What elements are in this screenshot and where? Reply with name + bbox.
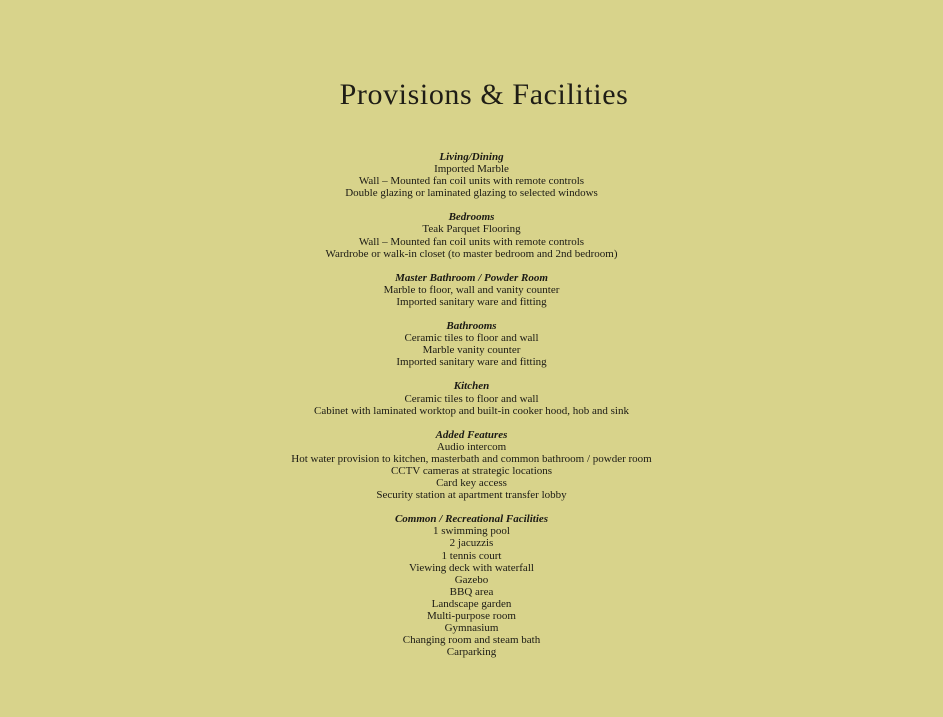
list-item: Audio intercom — [436, 440, 507, 453]
list-item: Changing room and steam bath — [402, 634, 541, 647]
section-added-features — [0, 429, 943, 502]
list-item: Landscape garden — [431, 597, 512, 610]
section-heading: Added Features — [435, 428, 508, 441]
section-heading: Kitchen — [453, 380, 490, 393]
section-heading: Master Bathroom / Powder Room — [395, 271, 548, 284]
list-item: BBQ area — [449, 585, 494, 598]
list-item: Card key access — [436, 477, 507, 490]
section-living-dining — [0, 151, 943, 199]
list-item: Wall – Mounted fan coil units with remote controls — [358, 235, 585, 248]
list-item: Imported Marble — [434, 163, 509, 176]
list-item: Wardrobe or walk-in closet (to master bedroom and 2nd bedroom) — [325, 247, 618, 260]
list-item: Ceramic tiles to floor and wall — [404, 392, 539, 405]
list-item: Multi-purpose room — [427, 610, 516, 622]
section-master-bathroom — [0, 272, 943, 308]
list-item: 1 swimming pool — [432, 525, 510, 538]
list-item: Carparking — [446, 646, 497, 659]
list-item: Gymnasium — [444, 622, 499, 635]
list-item: 2 jacuzzis — [449, 537, 494, 550]
list-item: CCTV cameras at strategic locations — [390, 464, 553, 477]
list-item: Teak Parquet Flooring — [422, 223, 521, 236]
section-bathrooms — [0, 320, 943, 368]
list-item: Ceramic tiles to floor and wall — [404, 332, 539, 345]
section-heading: Bedrooms — [448, 211, 495, 224]
list-item: Wall – Mounted fan coil units with remote controls — [358, 175, 585, 188]
list-item: Imported sanitary ware and fitting — [396, 295, 547, 308]
list-item: Imported sanitary ware and fitting — [396, 356, 547, 369]
list-item: Double glazing or laminated glazing to selected windows — [345, 187, 598, 200]
list-item: Hot water provision to kitchen, masterbath and common bathroom / powder room — [291, 452, 652, 465]
section-common-recreational-facilities — [0, 513, 943, 658]
list-item: Viewing deck with waterfall — [409, 561, 534, 574]
section-heading: Living/Dining — [439, 151, 504, 163]
section-heading: Bathrooms — [446, 320, 497, 333]
provisions-list — [0, 151, 943, 670]
list-item: Security station at apartment transfer lobby — [376, 489, 567, 502]
section-heading: Common / Recreational Facilities — [394, 513, 549, 526]
list-item: Cabinet with laminated worktop and built-in cooker hood, hob and sink — [314, 404, 629, 417]
list-item: Marble vanity counter — [422, 344, 521, 357]
section-kitchen — [0, 380, 943, 416]
list-item: Gazebo — [454, 573, 489, 586]
section-bedrooms — [0, 211, 943, 259]
list-item: Marble to floor, wall and vanity counter — [383, 283, 560, 296]
page-title: Provisions & Facilities — [339, 78, 629, 111]
list-item: 1 tennis court — [441, 549, 502, 562]
